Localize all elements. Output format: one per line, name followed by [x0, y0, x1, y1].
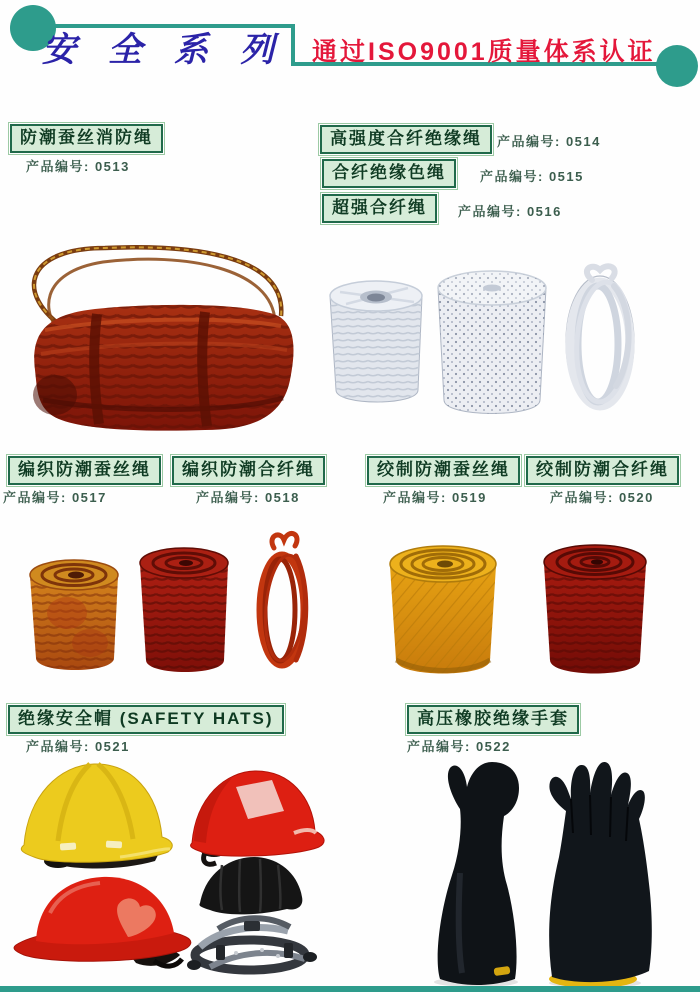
braided-ropes-photo: [12, 518, 342, 690]
fire-rope-photo: [5, 230, 315, 442]
dark-red-rope-spool: [140, 548, 228, 672]
red-rope-hank-small: [260, 533, 309, 665]
product-label-0522: 高压橡胶绝缘手套: [407, 705, 579, 734]
product-code-0514: 产品编号: 0514: [497, 134, 601, 149]
product-label-0514: 高强度合纤绝缘绳: [320, 125, 492, 154]
product-label-0513: 防潮蚕丝消防绳: [10, 124, 163, 153]
footer-bar: [0, 986, 700, 992]
white-rope-hank: [566, 266, 634, 408]
white-rope-spool-large: [438, 271, 546, 414]
product-code-0518: 产品编号: 0518: [196, 490, 300, 505]
yellow-hard-hat: [21, 764, 172, 869]
helmet-suspension-harness: [187, 918, 317, 970]
product-code-0521: 产品编号: 0521: [26, 739, 130, 754]
red-rope-hank: [33, 305, 293, 431]
yellow-rope-spool: [390, 546, 496, 674]
safety-hats-photo: [10, 753, 332, 989]
product-label-0521: 绝缘安全帽 (SAFETY HATS): [8, 705, 284, 734]
product-code-0513: 产品编号: 0513: [26, 159, 130, 174]
product-code-0519: 产品编号: 0519: [383, 490, 487, 505]
left-glove: [438, 762, 519, 985]
red-hard-hat: [191, 771, 325, 864]
product-code-0517: 产品编号: 0517: [3, 490, 107, 505]
twisted-ropes-photo: [372, 518, 694, 690]
red-hard-hat-wide-brim: [14, 877, 191, 966]
right-glove: [549, 762, 652, 988]
product-label-0517: 编织防潮蚕丝绳: [8, 456, 161, 485]
insulating-gloves-photo: [400, 753, 692, 989]
red-rope-spool: [544, 545, 646, 674]
product-code-0515: 产品编号: 0515: [480, 169, 584, 184]
product-code-0520: 产品编号: 0520: [550, 490, 654, 505]
product-label-0518: 编织防潮合纤绳: [172, 456, 325, 485]
product-label-0516: 超强合纤绳: [322, 194, 437, 223]
white-ropes-photo: [318, 252, 700, 430]
product-label-0515: 合纤绝缘色绳: [322, 159, 456, 188]
product-code-0516: 产品编号: 0516: [458, 204, 562, 219]
page-title: 安全系列: [42, 31, 306, 69]
white-rope-spool-small: [330, 281, 422, 402]
header-dot-right: [656, 45, 698, 87]
certification-text: 通过ISO9001质量体系认证: [312, 38, 656, 66]
product-code-0522: 产品编号: 0522: [407, 739, 511, 754]
product-label-0520: 绞制防潮合纤绳: [526, 456, 679, 485]
product-label-0519: 绞制防潮蚕丝绳: [367, 456, 520, 485]
orange-rope-spool: [30, 560, 118, 670]
